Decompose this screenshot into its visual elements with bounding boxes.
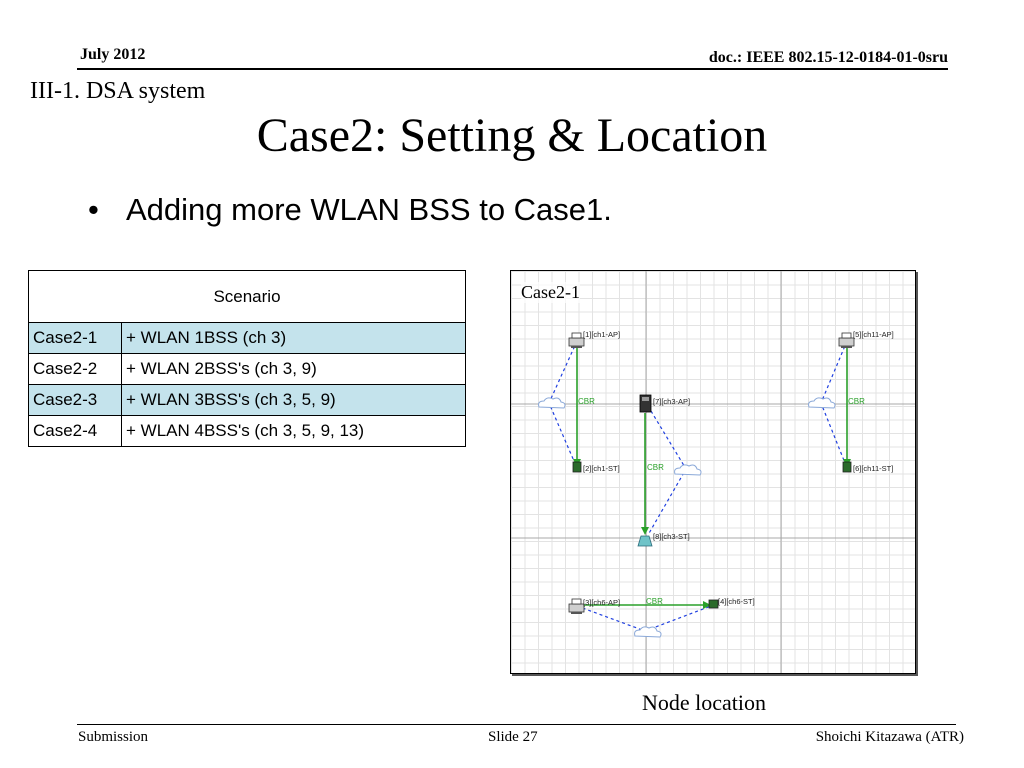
node-location-map	[510, 270, 916, 674]
cbr-links	[577, 345, 847, 605]
case-cell: Case2-2	[29, 354, 122, 385]
bullet-text: Adding more WLAN BSS to Case1.	[126, 192, 612, 227]
footer-submission: Submission	[78, 729, 149, 745]
range-links	[549, 341, 847, 631]
footer-slide-number: Slide 27	[488, 729, 538, 745]
slide-title: Case2: Setting & Location	[256, 109, 768, 162]
cloud-icon	[539, 398, 565, 408]
desc-cell: + WLAN 4BSS's (ch 3, 5, 9, 13)	[122, 416, 466, 447]
cbr-label: CBR	[647, 463, 664, 472]
station-icon	[573, 462, 581, 472]
table-row	[29, 416, 466, 447]
node-label: [6][ch11-ST]	[853, 464, 894, 473]
case-cell: Case2-1	[29, 323, 122, 354]
node-label: [3][ch6-AP]	[583, 598, 621, 607]
access-point-icon	[839, 333, 854, 348]
footer-author: Shoichi Kitazawa (ATR)	[815, 729, 964, 745]
node-label: [7][ch3-AP]	[653, 397, 691, 406]
bullet-marker: •	[88, 192, 99, 227]
map-caption: Node location	[642, 690, 767, 715]
access-point-icon	[569, 599, 584, 614]
cloud-icon	[809, 398, 835, 408]
desc-cell: + WLAN 3BSS's (ch 3, 5, 9)	[122, 385, 466, 416]
header-doc-id: doc.: IEEE 802.15-12-0184-01-0sru	[708, 49, 948, 66]
cbr-label: CBR	[578, 397, 595, 406]
map-drawing	[511, 271, 915, 673]
footer-rule	[77, 724, 956, 725]
station-icon	[709, 600, 718, 608]
table-row	[29, 323, 466, 354]
section-label: III-1. DSA system	[30, 78, 206, 104]
arrow-icon	[641, 527, 649, 535]
header-date: July 2012	[80, 46, 146, 63]
scenario-header: Scenario	[29, 271, 466, 323]
scenario-table	[28, 270, 466, 447]
header-rule	[77, 68, 948, 70]
node-label: [1][ch1-AP]	[583, 330, 621, 339]
case-cell: Case2-3	[29, 385, 122, 416]
node-label: [2][ch1-ST]	[583, 464, 620, 473]
cbr-label: CBR	[646, 597, 663, 606]
desc-cell: + WLAN 2BSS's (ch 3, 9)	[122, 354, 466, 385]
table-row	[29, 385, 466, 416]
desc-cell: + WLAN 1BSS (ch 3)	[122, 323, 466, 354]
access-point-icon	[640, 395, 651, 412]
access-point-icon	[569, 333, 584, 348]
bullet-item	[88, 192, 612, 228]
case-cell: Case2-4	[29, 416, 122, 447]
cbr-label: CBR	[848, 397, 865, 406]
node-label: [5][ch11-AP]	[853, 330, 894, 339]
cloud-icon	[635, 627, 661, 637]
map-title: Case2-1	[521, 282, 580, 302]
table-row	[29, 354, 466, 385]
station-icon	[843, 462, 851, 472]
node-label: [8][ch3-ST]	[653, 532, 690, 541]
node-label: [4][ch6-ST]	[718, 597, 755, 606]
cloud-icon	[675, 465, 701, 475]
